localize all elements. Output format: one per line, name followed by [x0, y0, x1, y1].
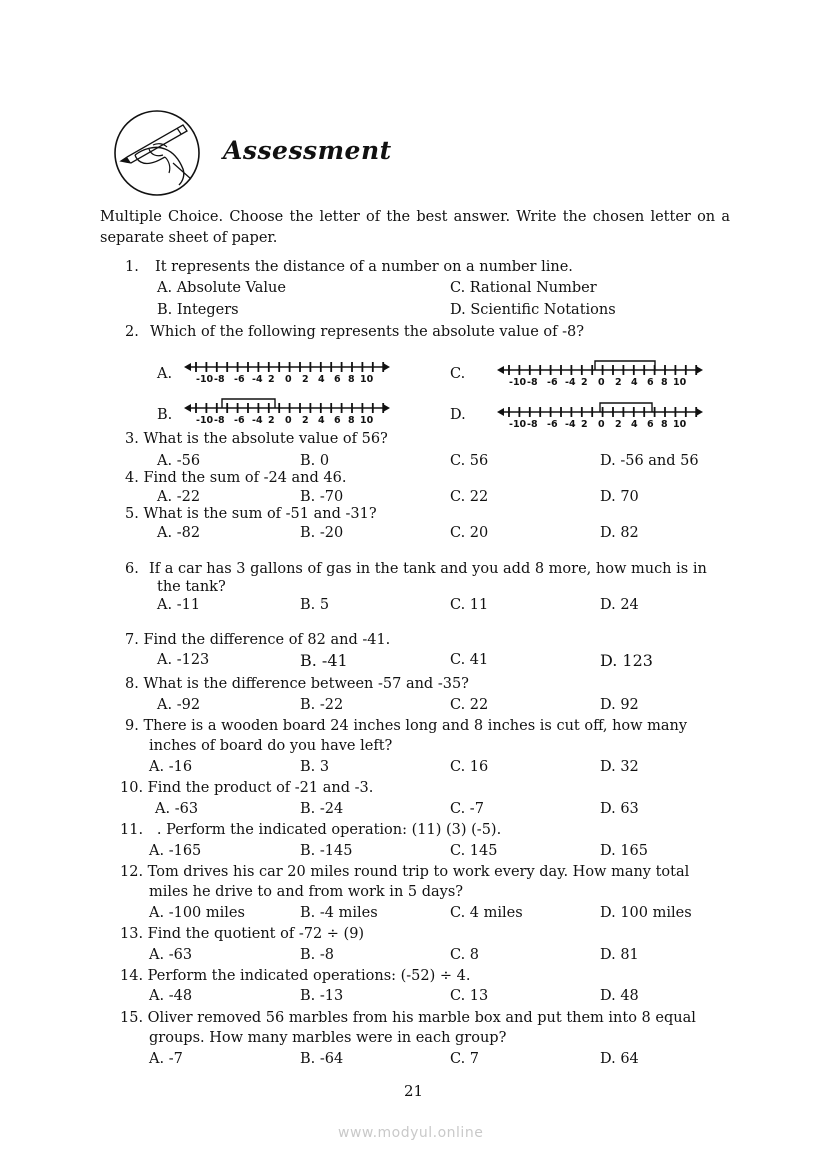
tick-label: 6: [647, 419, 654, 430]
q11-choice-a: A. -165: [149, 843, 202, 859]
q1-choice-c: C. Rational Number: [450, 280, 597, 296]
tick-label: 10: [673, 377, 687, 388]
q10-choice-b: B. -24: [300, 801, 344, 817]
tick-label: -6: [547, 419, 558, 430]
tick-label: 2: [615, 377, 622, 388]
tick-label: -4: [252, 374, 263, 385]
page-number: 21: [404, 1082, 424, 1100]
q6-text-line2: the tank?: [157, 579, 226, 595]
q14-choice-b: B. -13: [300, 988, 344, 1004]
q6-choice-b: B. 5: [300, 597, 330, 613]
q8-text: 8. What is the difference between -57 and -35?: [125, 676, 469, 692]
tick-label: -10: [196, 415, 214, 426]
q15-text-line1: 15. Oliver removed 56 marbles from his marble box and put them into 8 equal: [120, 1010, 696, 1026]
q1-choice-d: D. Scientific Notations: [450, 302, 616, 318]
q15-choice-a: A. -7: [149, 1051, 183, 1067]
q7-choice-a: A. -123: [157, 652, 210, 668]
tick-label: -4: [565, 419, 576, 430]
tick-label: -8: [527, 377, 538, 388]
tick-label: 2: [615, 419, 622, 430]
q3-choice-b: B. 0: [300, 453, 330, 469]
tick-label: -6: [234, 374, 245, 385]
q10-choice-a: A. -63: [155, 801, 199, 817]
q11-choice-b: B. -145: [300, 843, 353, 859]
tick-label: -8: [214, 374, 225, 385]
q9-text-line1: 9. There is a wooden board 24 inches long and 8 inches is cut off, how many: [125, 718, 688, 734]
q5-text: 5. What is the sum of -51 and -31?: [125, 506, 377, 522]
q6-choice-d: D. 24: [600, 597, 639, 613]
q2-choice-d: D.: [450, 407, 466, 423]
q2-choice-a: A.: [157, 366, 173, 382]
arrow-left-icon: [184, 404, 191, 412]
q3-choice-a: A. -56: [157, 453, 201, 469]
tick-label: 6: [334, 374, 341, 385]
q11-choice-c: C. 145: [450, 843, 498, 859]
q10-choice-d: D. 63: [600, 801, 639, 817]
tick-label: -10: [509, 377, 527, 388]
q13-choice-c: C. 8: [450, 947, 480, 963]
tick-label: 0: [285, 415, 292, 426]
tick-label: 2: [268, 415, 275, 426]
page-title: Assessment: [223, 136, 392, 165]
q15-choice-d: D. 64: [600, 1051, 639, 1067]
hand-writing-icon: [113, 109, 201, 197]
q14-choice-d: D. 48: [600, 988, 639, 1004]
q4-choice-a: A. -22: [157, 489, 201, 505]
q14-text: 14. Perform the indicated operations: (-52) ÷ 4.: [120, 968, 471, 984]
number-line-c: [495, 354, 710, 390]
q5-choice-a: A. -82: [157, 525, 201, 541]
q12-text-line2: miles he drive to and from work in 5 days?: [149, 884, 464, 900]
tick-label: 2: [581, 419, 588, 430]
tick-label: 2: [302, 415, 309, 426]
q15-text-line2: groups. How many marbles were in each group?: [149, 1030, 507, 1046]
arrow-left-icon: [184, 363, 191, 371]
span-bracket: [595, 361, 655, 370]
q3-choice-c: C. 56: [450, 453, 489, 469]
number-line-b: [182, 392, 397, 428]
tick-label: -8: [214, 415, 225, 426]
q7-text: 7. Find the difference of 82 and -41.: [125, 632, 391, 648]
tick-label: 2: [581, 377, 588, 388]
q2-choice-c: C.: [450, 366, 466, 382]
q10-text: 10. Find the product of -21 and -3.: [120, 780, 374, 796]
tick-label: 4: [631, 377, 638, 388]
q5-choice-c: C. 20: [450, 525, 489, 541]
q2-choice-b: B.: [157, 407, 173, 423]
q1-number: 1.: [125, 259, 139, 275]
q6-choice-a: A. -11: [157, 597, 201, 613]
q2-text: Which of the following represents the absolute value of -8?: [150, 324, 584, 340]
q12-choice-c: C. 4 miles: [450, 905, 523, 921]
q14-choice-c: C. 13: [450, 988, 489, 1004]
tick-label: 0: [598, 419, 605, 430]
tick-label: -8: [527, 419, 538, 430]
tick-label: 8: [661, 419, 668, 430]
tick-label: 0: [598, 377, 605, 388]
tick-label: 6: [334, 415, 341, 426]
q8-choice-d: D. 92: [600, 697, 639, 713]
q9-text-line2: inches of board do you have left?: [149, 738, 393, 754]
tick-label: 8: [661, 377, 668, 388]
q12-choice-a: A. -100 miles: [149, 905, 245, 921]
q9-choice-a: A. -16: [149, 759, 193, 775]
q13-text: 13. Find the quotient of -72 ÷ (9): [120, 926, 365, 942]
q15-choice-c: C. 7: [450, 1051, 480, 1067]
q6-number: 6.: [125, 561, 139, 577]
q13-choice-d: D. 81: [600, 947, 639, 963]
tick-label: 4: [631, 419, 638, 430]
watermark: www.modyul.online: [338, 1125, 484, 1141]
q9-choice-d: D. 32: [600, 759, 639, 775]
q11-choice-d: D. 165: [600, 843, 649, 859]
tick-label: 10: [673, 419, 687, 430]
q1-choice-b: B. Integers: [157, 302, 239, 318]
q8-choice-b: B. -22: [300, 697, 344, 713]
q12-choice-d: D. 100 miles: [600, 905, 692, 921]
tick-label: -6: [547, 377, 558, 388]
tick-label: -10: [509, 419, 527, 430]
q6-text-line1: If a car has 3 gallons of gas in the tank and you add 8 more, how much is in: [149, 561, 707, 577]
tick-label: 0: [285, 374, 292, 385]
tick-label: -4: [252, 415, 263, 426]
q10-choice-c: C. -7: [450, 801, 484, 817]
q9-choice-b: B. 3: [300, 759, 330, 775]
tick-label: 10: [360, 374, 374, 385]
q3-choice-d: D. -56 and 56: [600, 453, 699, 469]
q13-choice-a: A. -63: [149, 947, 193, 963]
q3-text: 3. What is the absolute value of 56?: [125, 431, 388, 447]
q9-choice-c: C. 16: [450, 759, 489, 775]
q4-choice-b: B. -70: [300, 489, 344, 505]
tick-label: 8: [348, 374, 355, 385]
tick-label: 10: [360, 415, 374, 426]
tick-label: 2: [302, 374, 309, 385]
q4-choice-d: D. 70: [600, 489, 639, 505]
q1-choice-a: A. Absolute Value: [157, 280, 286, 296]
number-line-a: [182, 351, 397, 387]
tick-label: 4: [318, 415, 325, 426]
arrow-left-icon: [497, 408, 504, 416]
tick-label: 4: [318, 374, 325, 385]
q5-choice-d: D. 82: [600, 525, 639, 541]
q1-text: It represents the distance of a number on a number line.: [155, 259, 573, 275]
tick-label: 2: [268, 374, 275, 385]
tick-label: 6: [647, 377, 654, 388]
q4-text: 4. Find the sum of -24 and 46.: [125, 470, 347, 486]
q13-choice-b: B. -8: [300, 947, 334, 963]
q5-choice-b: B. -20: [300, 525, 344, 541]
instructions: Multiple Choice. Choose the letter of the best answer. Write the chosen letter on a separate sheet of paper.: [100, 209, 730, 246]
arrow-left-icon: [497, 366, 504, 374]
q7-choice-c: C. 41: [450, 652, 489, 668]
q15-choice-b: B. -64: [300, 1051, 344, 1067]
q7-choice-d: D. 123: [600, 651, 653, 670]
q11-text: 11. . Perform the indicated operation: (11) (3) (-5).: [120, 822, 502, 838]
q8-choice-c: C. 22: [450, 697, 489, 713]
tick-label: -4: [565, 377, 576, 388]
q4-choice-c: C. 22: [450, 489, 489, 505]
number-line-d: [495, 396, 710, 432]
q14-choice-a: A. -48: [149, 988, 193, 1004]
tick-label: -10: [196, 374, 214, 385]
tick-label: -6: [234, 415, 245, 426]
q8-choice-a: A. -92: [157, 697, 201, 713]
q6-choice-c: C. 11: [450, 597, 489, 613]
q7-choice-b: B. -41: [300, 651, 348, 670]
q12-text-line1: 12. Tom drives his car 20 miles round trip to work every day. How many total: [120, 864, 690, 880]
tick-label: 8: [348, 415, 355, 426]
q12-choice-b: B. -4 miles: [300, 905, 378, 921]
q2-number: 2.: [125, 324, 139, 340]
